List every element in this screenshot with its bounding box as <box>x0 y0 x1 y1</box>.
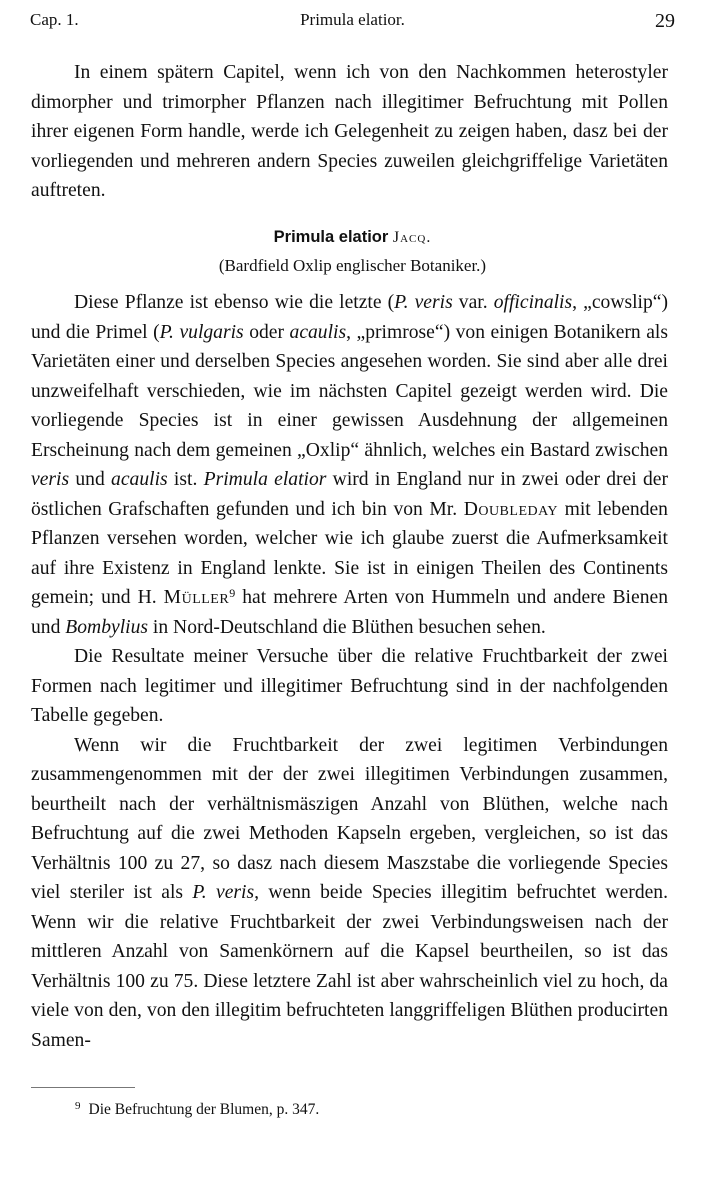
paragraph-results: Die Resultate meiner Versuche über die relative Fruchtbarkeit der zwei Formen nach legitimer und illegitimer Befruchtung sind in der nachfolgenden Tabelle gegeben. <box>31 646 668 726</box>
intro-paragraph-block <box>31 58 668 206</box>
name-mueller: Müller <box>163 587 230 608</box>
footnote-reference: 9 <box>229 586 236 600</box>
section-author: Jacq. <box>392 229 432 246</box>
section-title: Primula elatior <box>273 228 389 246</box>
chapter-label: Cap. 1. <box>30 10 79 29</box>
running-title: Primula elatior. <box>300 10 405 29</box>
footnote-divider <box>31 1087 135 1088</box>
name-doubleday: Doubleday <box>463 498 559 520</box>
section-subtitle: (Bardfield Oxlip englischer Botaniker.) <box>218 256 487 275</box>
footnote-text: Die Befruchtung der Blumen, p. 347. <box>88 1101 320 1118</box>
intro-paragraph: In einem spätern Capitel, wenn ich von den Nachkommen heterostyler dimorpher und trimorpher Pflanzen nach illegitimer Befruchtung mit Pollen ihrer eigenen Form handle, werde ich Gelegenheit zu zeigen haben, dasz bei der vorliegenden und mehreren andern Species zuweilen gleichgriffelige Varietäten auftreten. <box>31 62 668 201</box>
footnote-number: 9 <box>75 1100 81 1112</box>
footnote <box>75 1100 319 1119</box>
page-number: 29 <box>655 10 675 32</box>
paragraph-fertility: Wenn wir die Fruchtbarkeit der zwei legitimen Verbindungen zusammengenommen mit der der zwei illegitimen Verbindungen zusammen, beurtheilt nach der verhältnismäszigen Anzahl von Blüthen, welche nach Befruchtung auf die zwei Methoden Kapseln ergeben, vergleichen, so ist das Verhältnis 100 zu 27, so dasz nach diesem Maszstabe die vorliegende Species viel steriler ist als P. veris, wenn beide Species illegitim befruchtet werden. Wenn wir die relative Fruchtbarkeit der zwei Verbindungsweisen nach der mittleren Anzahl von Samenkörnern auf die Kapsel beurtheilen, so ist das Verhältnis 100 zu 75. Diese letztere Zahl ist aber wahrscheinlich viel zu hoch, da viele von den, von den illegitim befruchteten langgriffeligen Blüthen producirten Samen- <box>31 734 669 1051</box>
section-heading <box>0 228 705 247</box>
running-header <box>30 10 675 36</box>
main-text <box>31 288 668 1055</box>
paragraph-description: Diese Pflanze ist ebenso wie die letzte (P. veris var. officinalis, „cowslip“) und die Primel (P. vulgaris oder acaulis, „primrose“) von einigen Botanikern als Varietäten einer und derselben Species angesehen worden. Sie sind aber alle drei unzweifelhaft verschieden, wie im nächsten Capitel gezeigt werden wird. Die vorliegende Species ist in einer gewissen Ausdehnung der allgemeinen Erscheinung nach dem gemeinen „Oxlip“ ähnlich, welches ein Bastard zwischen veris und acaulis ist. Primula elatior wird in England nur in zwei oder drei der östlichen Grafschaften gefunden und ich bin von Mr. Doubleday mit lebenden Pflanzen versehen worden, welcher wie ich glaube zuerst die Aufmerksamkeit auf ihre Existenz in England lenkte. Sie ist in einigen Theilen des Continents gemein; und H. Müller$^9$ hat mehrere Arten von Hummeln und andere Bienen und Bombylius in Nord-Deutschland die Blüthen besuchen sehen. <box>31 292 669 638</box>
